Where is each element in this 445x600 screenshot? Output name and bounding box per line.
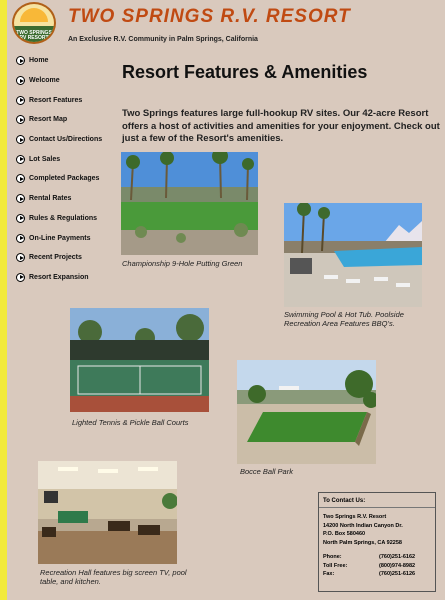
contact-fax-row: Fax: (760)251-6126	[323, 571, 416, 577]
contact-title: To Contact Us:	[319, 493, 435, 508]
contact-address-3: North Palm Springs, CA 92258	[323, 539, 402, 546]
nav-item-contact[interactable]: Contact Us/Directions	[16, 130, 116, 150]
arrow-bullet-icon	[16, 76, 25, 85]
arrow-bullet-icon	[16, 194, 25, 203]
nav-item-resort-expansion[interactable]: Resort Expansion	[16, 268, 116, 288]
nav-item-completed-packages[interactable]: Completed Packages	[16, 169, 116, 189]
photo-recreation-hall	[38, 461, 177, 564]
nav-item-recent-projects[interactable]: Recent Projects	[16, 248, 116, 268]
contact-address-2: P.O. Box 580460	[323, 531, 366, 537]
caption-pool: Swimming Pool & Hot Tub. Poolside Recreation Area Features BBQ's.	[284, 310, 404, 328]
site-tagline: An Exclusive R.V. Community in Palm Springs, California	[68, 36, 258, 43]
resort-logo[interactable]	[12, 2, 56, 44]
caption-recreation-hall: Recreation Hall features big screen TV, pool table, and kitchen.	[40, 568, 187, 586]
contact-box	[318, 492, 436, 592]
photo-putting-green	[121, 152, 258, 255]
arrow-bullet-icon	[16, 234, 25, 243]
contact-phone[interactable]: (760)251-6162	[379, 554, 416, 560]
nav-item-rental-rates[interactable]: Rental Rates	[16, 189, 116, 209]
intro-text: Two Springs features large full-hookup RV sites. Our 42-acre Resort offers a host of activities and amenities for your enjoyment. Check out just a few of the Resort's amenities.	[122, 108, 440, 144]
sidebar-nav	[16, 51, 116, 287]
arrow-bullet-icon	[16, 174, 25, 183]
site-title: TWO SPRINGS R.V. RESORT	[68, 6, 351, 27]
contact-name: Two Springs R.V. Resort	[323, 514, 387, 520]
arrow-bullet-icon	[16, 96, 25, 105]
arrow-bullet-icon	[16, 135, 25, 144]
photo-pool	[284, 203, 422, 307]
photo-bocce	[237, 360, 376, 464]
caption-tennis: Lighted Tennis & Pickle Ball Courts	[72, 418, 189, 427]
caption-bocce: Bocce Ball Park	[240, 467, 293, 476]
arrow-bullet-icon	[16, 214, 25, 223]
nav-item-rules[interactable]: Rules & Regulations	[16, 209, 116, 229]
arrow-bullet-icon	[16, 155, 25, 164]
logo-sun-icon	[20, 8, 48, 22]
nav-item-online-payments[interactable]: On-Line Payments	[16, 228, 116, 248]
contact-address-1: 14200 North Indian Canyon Dr.	[323, 522, 403, 529]
left-accent-bar	[0, 0, 7, 600]
nav-item-home[interactable]: Home	[16, 51, 116, 71]
arrow-bullet-icon	[16, 253, 25, 262]
nav-item-welcome[interactable]: Welcome	[16, 71, 116, 91]
logo-text: TWO SPRINGS RV RESORT	[16, 30, 52, 41]
arrow-bullet-icon	[16, 56, 25, 65]
page-title: Resort Features & Amenities	[122, 62, 368, 82]
nav-item-resort-map[interactable]: Resort Map	[16, 110, 116, 130]
nav-item-lot-sales[interactable]: Lot Sales	[16, 149, 116, 169]
caption-putting-green: Championship 9-Hole Putting Green	[122, 259, 243, 268]
nav-item-resort-features[interactable]: Resort Features	[16, 90, 116, 110]
photo-tennis	[70, 308, 209, 412]
contact-tollfree[interactable]: (800)974-8982	[379, 562, 416, 569]
contact-phone-row: Phone: (760)251-6162	[323, 554, 416, 560]
arrow-bullet-icon	[16, 273, 25, 282]
contact-tollfree-row: Toll Free: (800)974-8982	[323, 562, 416, 569]
contact-fax: (760)251-6126	[379, 571, 416, 577]
arrow-bullet-icon	[16, 115, 25, 124]
